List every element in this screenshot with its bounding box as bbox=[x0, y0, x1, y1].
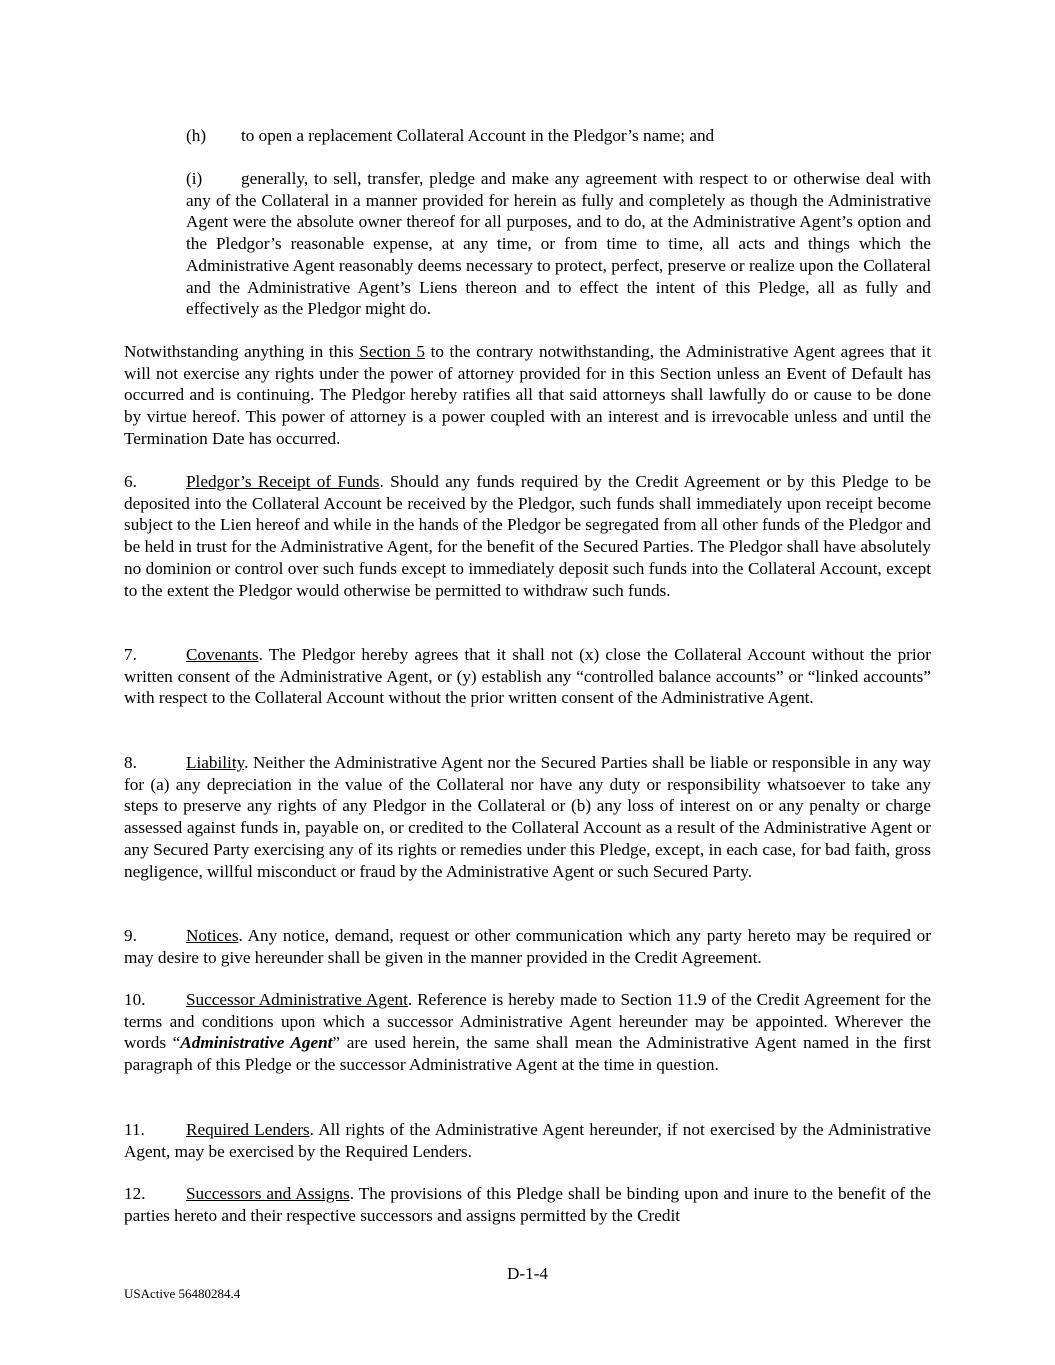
section-10-body-after: ” are used herein, the same shall mean the Administrative Agent named in the first paragraph of this Pledge or the successor Administrative Agent at the time in question. bbox=[124, 1033, 931, 1075]
section-11-number: 11. bbox=[124, 1120, 145, 1139]
clause-h bbox=[186, 125, 931, 147]
section-12-body: . The provisions of this Pledge shall be binding upon and inure to the benefit of the parties hereto and their respective successors and assigns permitted by the Credit bbox=[124, 1184, 931, 1225]
section-12-number: 12. bbox=[124, 1184, 146, 1203]
section-8 bbox=[124, 752, 931, 882]
section-9-number: 9. bbox=[124, 926, 137, 945]
section-6-number: 6. bbox=[124, 472, 137, 491]
clause-h-text: to open a replacement Collateral Account in the Pledgor’s name; and bbox=[241, 126, 715, 145]
section-10-body-before: . Reference is hereby made to Section 11.9 of the Credit Agreement for the terms and conditions upon which a successor Administrative Agent hereunder may be appointed. Wherever the words “ bbox=[124, 990, 931, 1053]
notwithstanding-after: to the contrary notwithstanding, the Administrative Agent agrees that it will not exercise any rights under the power of attorney provided for in this Section unless an Event of Default has occurred and is continuing. The Pledgor hereby ratifies all that said attorneys shall lawfully do or cause to be done by virtue hereof. This power of attorney is a power coupled with an interest and is irrevocable unless and until the Termination Date has occurred. bbox=[124, 342, 931, 448]
section-6-body: . Should any funds required by the Credit Agreement or by this Pledge to be deposited into the Collateral Account be received by the Pledgor, such funds shall immediately upon receipt become subject to the Lien hereof and while in the hands of the Pledgor be segregated from all other funds of the Pledgor and be held in trust for the Administrative Agent, for the benefit of the Secured Parties. The Pledgor shall have absolutely no dominion or control over such funds except to immediately deposit such funds into the Collateral Account, except to the extent the Pledgor would otherwise be permitted to withdraw such funds. bbox=[124, 472, 931, 600]
section-10-heading: Successor Administrative Agent bbox=[186, 990, 408, 1009]
section-11-body: . All rights of the Administrative Agent hereunder, if not exercised by the Administrative Agent, may be exercised by the Required Lenders. bbox=[124, 1120, 931, 1161]
section-8-heading: Liability bbox=[186, 753, 245, 772]
section-9-body: . Any notice, demand, request or other communication which any party hereto may be required or may desire to give hereunder shall be given in the manner provided in the Credit Agreement. bbox=[124, 926, 931, 967]
section-11-heading: Required Lenders bbox=[186, 1120, 310, 1139]
clause-i-label: (i) bbox=[186, 169, 203, 188]
section-7-body: . The Pledgor hereby agrees that it shall not (x) close the Collateral Account without the prior written consent of the Administrative Agent, or (y) establish any “controlled balance accounts” or “linked accounts” with respect to the Collateral Account without the prior written consent of the Administrative Agent. bbox=[124, 645, 931, 708]
section-9-heading: Notices bbox=[186, 926, 239, 945]
clause-h-label: (h) bbox=[186, 126, 207, 145]
section-12-heading: Successors and Assigns bbox=[186, 1184, 350, 1203]
section-11 bbox=[124, 1119, 931, 1162]
document-id: USActive 56480284.4 bbox=[124, 1286, 241, 1301]
section-7 bbox=[124, 644, 931, 709]
section-7-heading: Covenants bbox=[186, 645, 259, 664]
notwithstanding-paragraph bbox=[124, 341, 931, 450]
section-6 bbox=[124, 471, 931, 601]
defined-term-administrative-agent: Administrative Agent bbox=[180, 1033, 333, 1053]
section-10 bbox=[124, 989, 931, 1076]
section-6-heading: Pledgor’s Receipt of Funds bbox=[186, 472, 380, 491]
page-number: D-1-4 bbox=[506, 1264, 549, 1283]
notwithstanding-before: Notwithstanding anything in this bbox=[124, 342, 360, 361]
section-5-reference: Section 5 bbox=[359, 342, 426, 361]
section-12 bbox=[124, 1183, 931, 1226]
section-7-number: 7. bbox=[124, 645, 137, 664]
section-8-number: 8. bbox=[124, 753, 137, 772]
section-8-body: . Neither the Administrative Agent nor the Secured Parties shall be liable or responsible in any way for (a) any depreciation in the value of the Collateral nor have any duty or responsibility whatsoever to take any steps to preserve any rights of any Pledgor in the Collateral or (b) any loss of interest on or any penalty or charge assessed against funds in, payable on, or credited to the Collateral Account as a result of the Administrative Agent or any Secured Party exercising any of its rights or remedies under this Pledge, except, in each case, for bad faith, gross negligence, willful misconduct or fraud by the Administrative Agent or such Secured Party. bbox=[124, 753, 931, 881]
section-9 bbox=[124, 925, 931, 968]
clause-i-text: generally, to sell, transfer, pledge and make any agreement with respect to or otherwise deal with any of the Collateral in a manner provided for herein as fully and completely as though the Administrative Agent were the absolute owner thereof for all purposes, and to do, at the Administrative Agent’s option and the Pledgor’s reasonable expense, at any time, or from time to time, all acts and things which the Administrative Agent reasonably deems necessary to protect, perfect, preserve or realize upon the Collateral and the Administrative Agent’s Liens thereon and to effect the intent of this Pledge, all as fully and effectively as the Pledgor might do. bbox=[186, 169, 931, 319]
section-10-number: 10. bbox=[124, 990, 146, 1009]
clause-i bbox=[186, 168, 931, 320]
